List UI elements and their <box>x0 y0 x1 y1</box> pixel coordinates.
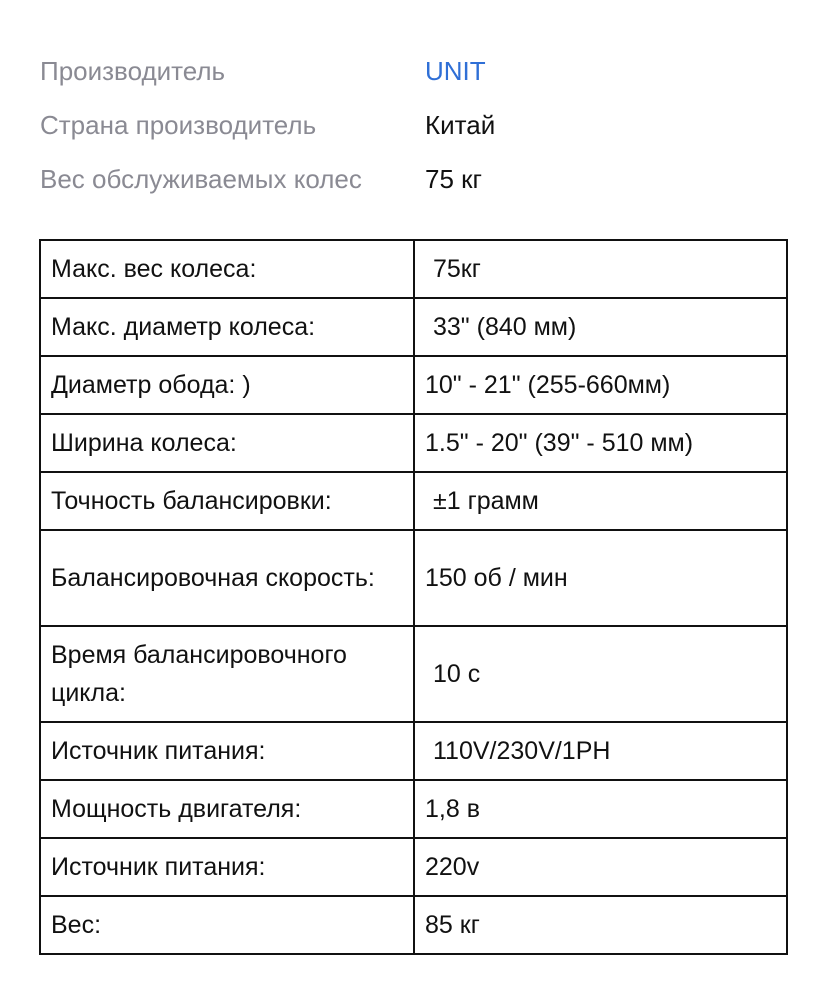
table-row <box>40 780 787 838</box>
spec-key: Диаметр обода: ) <box>40 356 414 414</box>
spec-key: Ширина колеса: <box>40 414 414 472</box>
spec-key: Вес: <box>40 896 414 954</box>
spec-key: Балансировочная скорость: <box>40 530 414 626</box>
spec-value <box>414 530 787 626</box>
property-row-manufacturer <box>40 44 800 98</box>
spec-value-text: 10 с <box>433 660 481 688</box>
spec-key: Макс. диаметр колеса: <box>40 298 414 356</box>
spec-key: Источник питания: <box>40 722 414 780</box>
spec-value-text: ±1 грамм <box>433 487 539 515</box>
spec-value-text: 33" (840 мм) <box>433 313 577 341</box>
table-row <box>40 722 787 780</box>
table-row <box>40 838 787 896</box>
property-row-country <box>40 98 800 152</box>
spec-key: Мощность двигателя: <box>40 780 414 838</box>
table-row <box>40 896 787 954</box>
spec-value <box>414 298 787 356</box>
property-label: Вес обслуживаемых колес <box>40 163 362 194</box>
spec-key: Макс. вес колеса: <box>40 240 414 298</box>
spec-value <box>414 896 787 954</box>
table-row <box>40 356 787 414</box>
table-row <box>40 472 787 530</box>
spec-key: Точность балансировки: <box>40 472 414 530</box>
spec-value-text: 110V/230V/1PH <box>433 737 611 765</box>
spec-value-text: 150 об / мин <box>425 564 568 592</box>
spec-value <box>414 414 787 472</box>
spec-value-text: 1.5" - 20" (39" - 510 мм) <box>425 429 694 457</box>
spec-value-text: 85 кг <box>425 911 480 939</box>
spec-value-text: 1,8 в <box>425 795 480 823</box>
property-row-wheel-weight <box>40 152 800 206</box>
spec-value <box>414 626 787 722</box>
spec-value <box>414 780 787 838</box>
spec-value-text: 10" - 21" (255-660мм) <box>425 371 671 399</box>
specs-table <box>39 239 788 955</box>
product-properties <box>40 44 800 206</box>
manufacturer-link[interactable]: UNIT <box>425 55 486 86</box>
spec-value <box>414 838 787 896</box>
table-row <box>40 626 787 722</box>
spec-value <box>414 472 787 530</box>
spec-value <box>414 240 787 298</box>
spec-key: Источник питания: <box>40 838 414 896</box>
spec-value-text: 75кг <box>433 255 481 283</box>
spec-key: Время балансировочного цикла: <box>40 626 414 722</box>
table-row <box>40 414 787 472</box>
property-label: Страна производитель <box>40 109 317 140</box>
spec-value <box>414 356 787 414</box>
property-value: 75 кг <box>425 163 483 194</box>
table-row <box>40 298 787 356</box>
spec-value-text: 220v <box>425 853 480 881</box>
property-label: Производитель <box>40 55 226 86</box>
table-row <box>40 240 787 298</box>
table-row <box>40 530 787 626</box>
property-value: Китай <box>425 109 496 140</box>
spec-value <box>414 722 787 780</box>
